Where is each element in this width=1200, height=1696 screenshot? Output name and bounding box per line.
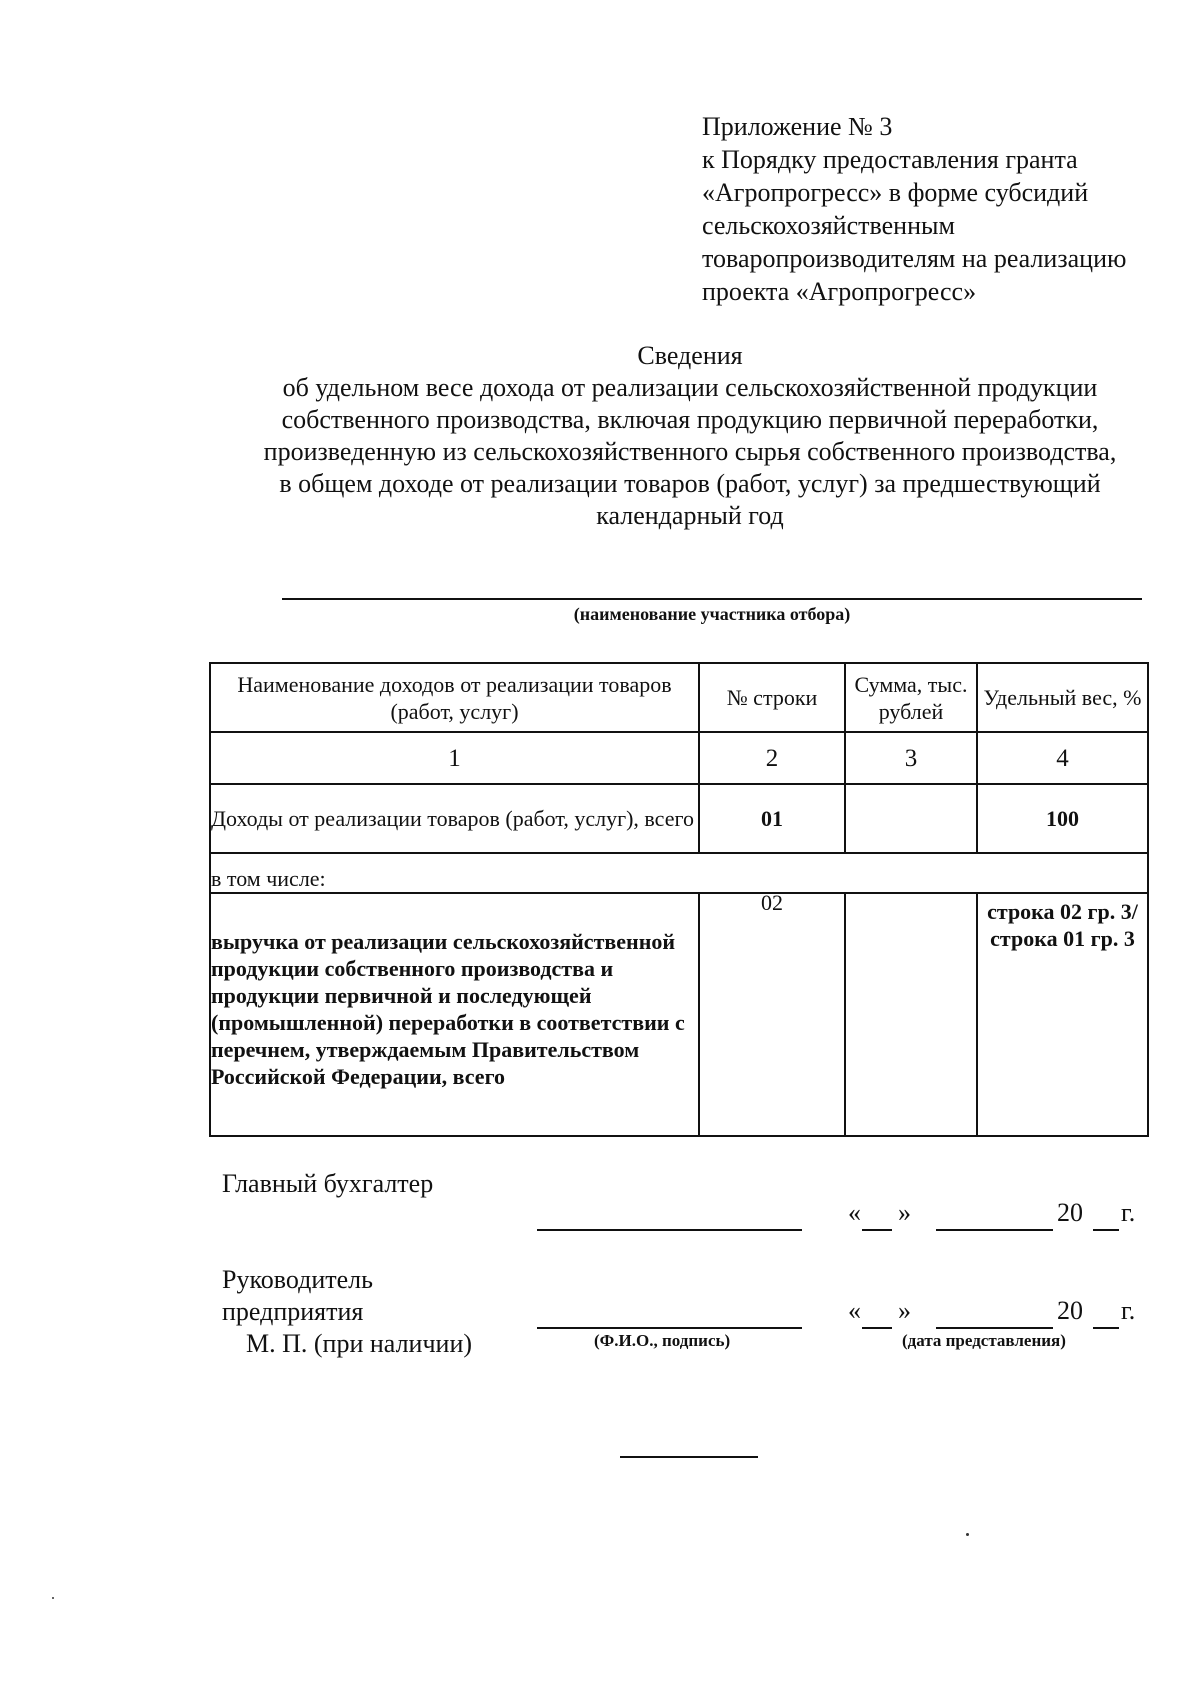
- head-label-line2: предприятия: [222, 1297, 364, 1326]
- scan-speck: [52, 1597, 54, 1599]
- title-line: в общем доходе от реализации товаров (работ, услуг) за предшествующий: [279, 469, 1101, 498]
- appendix-line: Приложение № 3: [702, 112, 893, 141]
- header-sum: Сумма, тыс. рублей: [845, 663, 977, 732]
- accountant-year-suffix: г.: [1121, 1198, 1136, 1227]
- table-col-number-row: [210, 732, 1148, 784]
- accountant-signature-line[interactable]: [537, 1229, 802, 1231]
- title-line: об удельном весе дохода от реализации сельскохозяйственной продукции: [282, 373, 1098, 402]
- title-heading: Сведения: [637, 341, 743, 370]
- appendix-line: к Порядку предоставления гранта: [702, 145, 1078, 174]
- accountant-year-line[interactable]: [1093, 1229, 1119, 1231]
- head-month-line[interactable]: [936, 1327, 1053, 1329]
- chief-accountant-label: Главный бухгалтер: [222, 1169, 434, 1198]
- col-number: 2: [699, 732, 845, 784]
- participant-name-line[interactable]: [282, 598, 1142, 600]
- title-line: произведенную из сельскохозяйственного сырья собственного производства,: [263, 437, 1117, 466]
- table-row-revenue: [210, 893, 1148, 1136]
- row-revenue-name: выручка от реализации сельскохозяйственной продукции собственного производства и продукции первичной и последующей (промышленной) переработки в соответствии с перечнем, утверждаемым Правительством Российской Федерации, всего: [210, 893, 699, 1136]
- participant-caption: (наименование участника отбора): [573, 604, 851, 624]
- table-header-row: [210, 663, 1148, 732]
- header-row-no: № строки: [699, 663, 845, 732]
- accountant-date-open: «: [848, 1198, 861, 1227]
- stamp-label: М. П. (при наличии): [246, 1329, 473, 1358]
- row-total-sum[interactable]: [845, 784, 977, 853]
- row-total-weight: 100: [977, 784, 1148, 853]
- fio-caption: (Ф.И.О., подпись): [594, 1331, 731, 1350]
- head-date-close: »: [898, 1296, 911, 1325]
- appendix-line: сельскохозяйственным: [702, 211, 955, 240]
- appendix-line: «Агропрогресс» в форме субсидий: [702, 178, 1089, 207]
- accountant-month-line[interactable]: [936, 1229, 1053, 1231]
- appendix-line: товаропроизводителям на реализацию: [702, 244, 1127, 273]
- accountant-year-prefix: 20: [1057, 1198, 1083, 1227]
- appendix-line: проекта «Агропрогресс»: [702, 277, 977, 306]
- head-date-open: «: [848, 1296, 861, 1325]
- table-row-total: [210, 784, 1148, 853]
- title-line: календарный год: [596, 501, 784, 530]
- head-day-line[interactable]: [862, 1327, 892, 1329]
- row-revenue-sum[interactable]: [845, 893, 977, 1136]
- col-number: 4: [977, 732, 1148, 784]
- row-total-name: Доходы от реализации товаров (работ, услуг), всего: [210, 784, 699, 853]
- end-separator-line: [620, 1456, 758, 1458]
- row-revenue-no: 02: [699, 893, 845, 1136]
- document-title: [150, 340, 1200, 532]
- head-year-line[interactable]: [1093, 1327, 1119, 1329]
- scan-speck: [966, 1533, 969, 1536]
- head-label-line1: Руководитель: [222, 1265, 373, 1294]
- head-year-prefix: 20: [1057, 1296, 1083, 1325]
- head-signature-line[interactable]: [537, 1327, 802, 1329]
- row-total-no: 01: [699, 784, 845, 853]
- date-caption: (дата представления): [902, 1331, 1066, 1350]
- col-number: 3: [845, 732, 977, 784]
- header-name: Наименование доходов от реализации товаров (работ, услуг): [210, 663, 699, 732]
- accountant-day-line[interactable]: [862, 1229, 892, 1231]
- title-line: собственного производства, включая продукцию первичной переработки,: [281, 405, 1099, 434]
- col-number: 1: [210, 732, 699, 784]
- head-year-suffix: г.: [1121, 1296, 1136, 1325]
- table-row-including: [210, 853, 1148, 893]
- appendix-header: [702, 110, 1172, 308]
- row-including-label: в том числе:: [210, 853, 1148, 893]
- row-revenue-weight: строка 02 гр. 3/ строка 01 гр. 3: [977, 893, 1148, 1136]
- accountant-date-close: »: [898, 1198, 911, 1227]
- header-weight: Удельный вес, %: [977, 663, 1148, 732]
- income-table: [209, 662, 1149, 1137]
